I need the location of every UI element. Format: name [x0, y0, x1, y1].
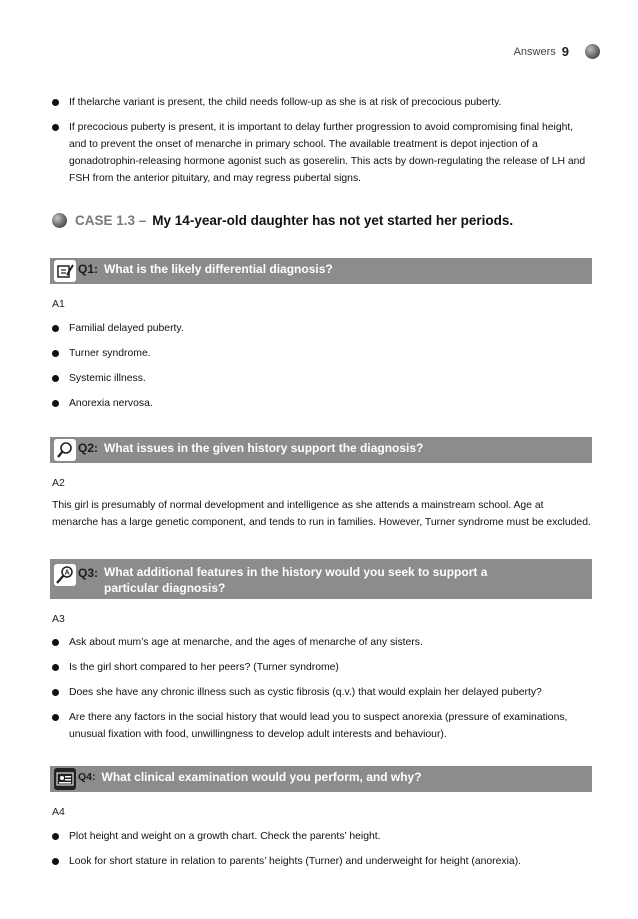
question-bar-q2 — [50, 437, 592, 463]
bullet-icon — [52, 350, 59, 357]
list-item: Is the girl short compared to her peers? (Turner syndrome) — [52, 659, 592, 676]
bullet-icon — [52, 858, 59, 865]
list-item: Plot height and weight on a growth chart. Check the parents’ height. — [52, 828, 592, 845]
bullet-icon — [52, 689, 59, 696]
notepad-icon — [54, 260, 76, 282]
running-header — [514, 44, 600, 59]
answer-label-a1: A1 — [52, 298, 65, 310]
question-text: What is the likely differential diagnosis? — [104, 262, 333, 276]
answer-label-a3: A3 — [52, 613, 65, 625]
case-title: My 14-year-old daughter has not yet started her periods. — [152, 213, 514, 228]
question-number: Q3: — [78, 566, 99, 580]
answer-label-a4: A4 — [52, 806, 65, 818]
list-item: Does she have any chronic illness such as cystic fibrosis (q.v.) that would explain her delayed puberty? — [52, 684, 592, 701]
question-text: What issues in the given history support the diagnosis? — [104, 441, 424, 455]
bullet-icon — [52, 639, 59, 646]
magnifier-icon — [54, 439, 76, 461]
bullet-icon — [52, 99, 59, 106]
case-ball-icon — [52, 213, 67, 228]
list-item: If thelarche variant is present, the child needs follow-up as she is at risk of precocious puberty. — [52, 94, 592, 111]
question-text-line1: What additional features in the history would you seek to support a — [104, 565, 488, 579]
bullet-icon — [52, 833, 59, 840]
question-number: Q4: — [78, 771, 96, 783]
bullet-icon — [52, 325, 59, 332]
a1-bullet-list — [52, 320, 592, 420]
svg-text:A: A — [64, 569, 70, 577]
question-bar-q1 — [50, 258, 592, 284]
magnifier-annotation-icon — [54, 564, 76, 586]
page-number: 9 — [561, 44, 569, 59]
header-ball-icon — [585, 44, 600, 59]
question-text: What clinical examination would you perform, and why? — [101, 770, 422, 784]
question-text — [104, 559, 487, 596]
case-heading — [52, 213, 513, 228]
a3-bullet-list — [52, 634, 592, 751]
list-item: If precocious puberty is present, it is important to delay further progression to avoid compromising final height, and to prevent the onset of menarche in primary school. The available treatment is depot injection of a gonadotrophin-releasing hormone agonist such as goserelin. This acts by down-regulating the release of LH and FSH from the anterior pituitary, and may regress pubertal signs. — [52, 119, 592, 187]
header-label: Answers — [513, 45, 556, 58]
bullet-icon — [52, 124, 59, 131]
examination-icon — [54, 768, 76, 790]
question-number: Q1: — [78, 262, 99, 276]
list-item: Turner syndrome. — [52, 345, 592, 362]
list-item: Anorexia nervosa. — [52, 395, 592, 412]
case-label: CASE 1.3 – — [75, 213, 147, 228]
a4-bullet-list — [52, 828, 592, 878]
bullet-icon — [52, 375, 59, 382]
question-number: Q2: — [78, 441, 99, 455]
bullet-icon — [52, 400, 59, 407]
list-item: Are there any factors in the social history that would lead you to suspect anorexia (pressure of examinations, unusual fixation with food, unwillingness to develop adult interests and behaviour). — [52, 709, 592, 743]
list-item: Ask about mum’s age at menarche, and the ages of menarche of any sisters. — [52, 634, 592, 651]
top-bullet-list — [52, 94, 592, 195]
answer-label-a2: A2 — [52, 477, 65, 489]
question-text-line2: particular diagnosis? — [104, 581, 226, 595]
a2-paragraph: This girl is presumably of normal development and intelligence as she attends a mainstream school. Age at menarche has a large genetic component, and tends to run in families. However, Turner syndrome must be excluded. — [52, 500, 591, 528]
question-bar-q4 — [50, 766, 592, 792]
list-item: Systemic illness. — [52, 370, 592, 387]
list-item: Look for short stature in relation to parents’ heights (Turner) and underweight for height (anorexia). — [52, 853, 592, 870]
list-item: Familial delayed puberty. — [52, 320, 592, 337]
bullet-icon — [52, 714, 59, 721]
bullet-icon — [52, 664, 59, 671]
question-bar-q3 — [50, 559, 592, 599]
